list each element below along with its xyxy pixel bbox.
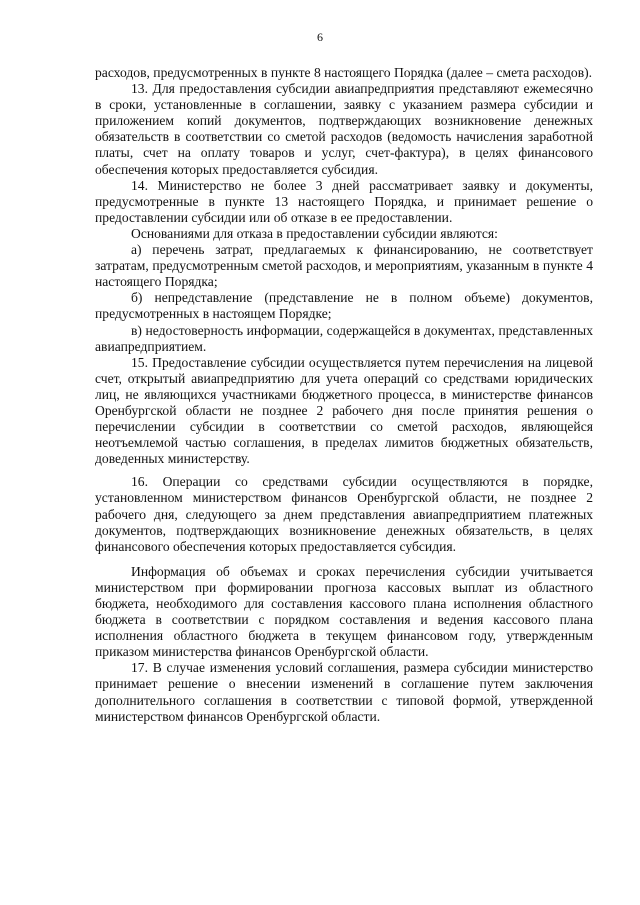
paragraph-ground-c: в) недостоверность информации, содержащейся в документах, представленных авиапредприятием.	[95, 322, 593, 354]
paragraph-16: 16. Операции со средствами субсидии осуществляются в порядке, установленном министерством финансов Оренбургской области, не позднее 2 рабочего дня, следующего за днем представления авиапредприятием платежных документов, подтверждающих возникновение денежных обязательств, в целях финансового обеспечения которых предоставляется субсидия.	[95, 474, 593, 554]
paragraph-17: 17. В случае изменения условий соглашения, размера субсидии министерство принимает решение о внесении изменений в соглашение путем заключения дополнительного соглашения в соответствии с типовой формой, утвержденной министерством финансов Оренбургской области.	[95, 660, 593, 724]
paragraph-refusal-grounds: Основаниями для отказа в предоставлении субсидии являются:	[131, 225, 498, 241]
paragraph-13: 13. Для предоставления субсидии авиапредприятия представляют ежемесячно в сроки, установленные в соглашении, заявку с указанием размера субсидии и приложением копий документов, подтверждающих возникновение денежных обязательств в соответствии со сметой расходов (ведомость начисления заработной платы, счет на оплату товаров и услуг, счет-фактура), в целях финансового обеспечения которых предоставляется субсидия.	[95, 81, 593, 177]
paragraph-ground-b: б) непредставление (представление не в полном объеме) документов, предусмотренных в настоящем Порядке;	[95, 290, 593, 322]
paragraph-14: 14. Министерство не более 3 дней рассматривает заявку и документы, предусмотренные в пункте 13 настоящего Порядка, и принимает решение о предоставлении субсидии или об отказе в ее предоставлении.	[95, 177, 593, 225]
paragraph-15: 15. Предоставление субсидии осуществляется путем перечисления на лицевой счет, открытый авиапредприятию для учета операций со средствами юридических лиц, не являющихся участниками бюджетного процесса, в министерстве финансов Оренбургской области не позднее 2 рабочего дня после принятия решения о перечислении субсидии в соответствии со сметой расходов, являющейся неотъемлемой частью соглашения, в пределах лимитов бюджетных обязательств, доведенных министерству.	[95, 354, 593, 467]
paragraph-subsidy-information: Информация об объемах и сроках перечисления субсидии учитывается министерством при формировании прогноза кассовых выплат из областного бюджета, необходимого для составления кассового плана исполнения областного бюджета в соответствии с порядком составления и ведения кассового плана исполнения областного бюджета в текущем финансовом году, утвержденным приказом министерства финансов Оренбургской области.	[95, 563, 593, 660]
paragraph-ground-a: а) перечень затрат, предлагаемых к финансированию, не соответствует затратам, предусмотренным сметой расходов, и мероприятиям, указанным в пункте 4 настоящего Порядка;	[95, 242, 593, 290]
paragraph-estimate-continuation: расходов, предусмотренных в пункте 8 настоящего Порядка (далее – смета расходов).	[95, 65, 593, 80]
document-body	[95, 65, 593, 725]
page-number: 6	[317, 30, 323, 44]
